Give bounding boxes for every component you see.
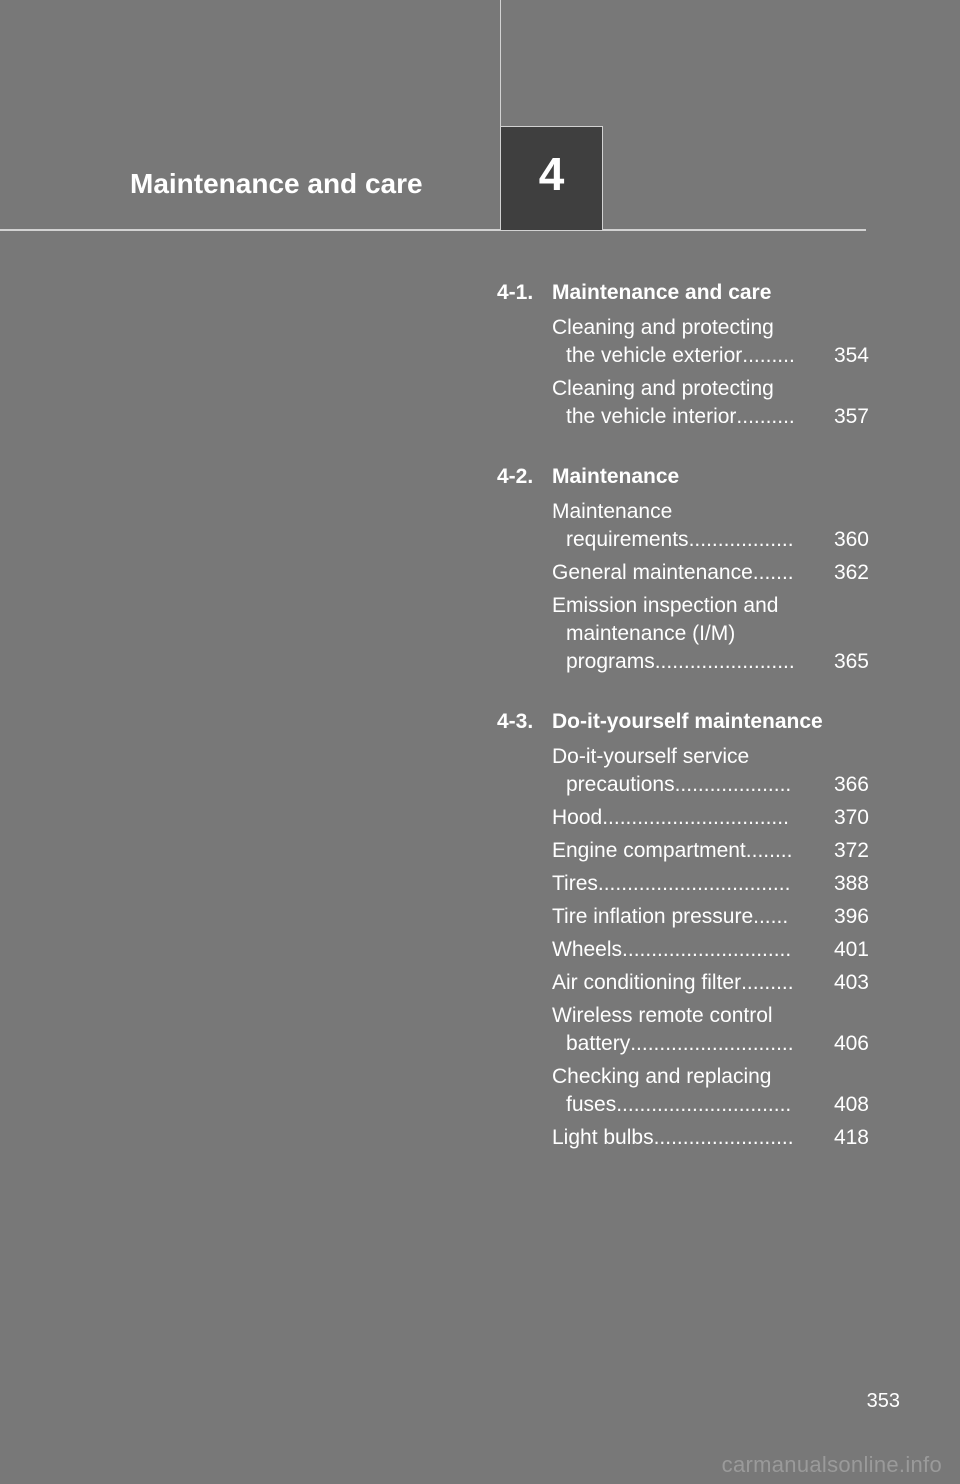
entry-page-number: 370	[833, 806, 869, 829]
toc-entry[interactable]	[552, 1002, 869, 1058]
section-title: Do-it-yourself maintenance	[552, 710, 823, 733]
dot-leader: ................................	[602, 806, 789, 829]
section-heading[interactable]	[497, 280, 869, 306]
dot-leader: .................................	[597, 872, 791, 895]
entry-text: General maintenance	[552, 561, 753, 584]
entry-text: Cleaning and protecting	[552, 377, 774, 400]
entry-text: Emission inspection and	[552, 594, 779, 617]
toc-entry[interactable]	[552, 592, 869, 676]
section-number: 4-2.	[497, 465, 534, 488]
entry-text: Hood	[552, 806, 603, 829]
entry-text: precautions	[566, 773, 675, 796]
entry-text: Light bulbs	[552, 1126, 654, 1149]
toc-section	[497, 280, 869, 431]
entry-text: requirements	[566, 528, 689, 551]
dot-leader: .........	[742, 344, 795, 367]
dot-leader: .......	[752, 561, 794, 584]
entry-text: the vehicle exterior	[566, 344, 743, 367]
entry-page-number: 372	[833, 839, 869, 862]
section-heading[interactable]	[497, 464, 869, 490]
header-horizontal-rule	[0, 229, 866, 231]
entry-page-number: 406	[833, 1032, 869, 1055]
toc-entry[interactable]	[552, 743, 869, 799]
section-heading[interactable]	[497, 709, 869, 735]
dot-leader: .............................	[622, 938, 792, 961]
toc-entry[interactable]	[552, 936, 869, 964]
section-number: 4-3.	[497, 710, 534, 733]
entry-page-number: 357	[833, 405, 869, 428]
toc-entry[interactable]	[552, 314, 869, 370]
section-number: 4-1.	[497, 281, 534, 304]
entry-text: Cleaning and protecting	[552, 316, 774, 339]
entry-text: the vehicle interior	[566, 405, 737, 428]
entry-page-number: 360	[833, 528, 869, 551]
page-number: 353	[866, 1390, 900, 1412]
chapter-title: Maintenance and care	[130, 168, 423, 199]
entry-page-number: 388	[833, 872, 869, 895]
chapter-number-tab	[500, 126, 603, 230]
dot-leader: ....................	[674, 773, 792, 796]
entry-text: battery	[566, 1032, 631, 1055]
dot-leader: ......	[753, 905, 789, 928]
watermark: carmanualsonline.info	[721, 1452, 942, 1477]
toc-entry[interactable]	[552, 870, 869, 898]
entry-text: Tires	[552, 872, 598, 895]
toc-section	[497, 464, 869, 676]
dot-leader: ........................	[653, 1126, 794, 1149]
entry-text: Engine compartment	[552, 839, 746, 862]
toc-entry[interactable]	[552, 837, 869, 865]
dot-leader: ..............................	[616, 1093, 792, 1116]
toc-entry[interactable]	[552, 498, 869, 554]
entry-text: fuses	[566, 1093, 617, 1116]
entry-page-number: 365	[833, 650, 869, 673]
dot-leader: ..........	[736, 405, 795, 428]
dot-leader: .........	[741, 971, 794, 994]
entry-page-number: 418	[833, 1126, 869, 1149]
section-title: Maintenance	[552, 465, 680, 488]
chapter-number: 4	[538, 148, 565, 200]
entry-text: Do-it-yourself service	[552, 745, 750, 768]
entry-text: Wheels	[552, 938, 623, 961]
toc-entry[interactable]	[552, 1063, 869, 1119]
toc-entry[interactable]	[552, 903, 869, 931]
toc-entry[interactable]	[552, 375, 869, 431]
toc-entry[interactable]	[552, 804, 869, 832]
entry-page-number: 362	[833, 561, 869, 584]
section-title: Maintenance and care	[552, 281, 772, 304]
toc-entry[interactable]	[552, 1124, 869, 1152]
entry-page-number: 403	[833, 971, 869, 994]
entry-text: Wireless remote control	[552, 1004, 773, 1027]
entry-page-number: 396	[833, 905, 869, 928]
entry-text: Air conditioning filter	[552, 971, 742, 994]
entry-page-number: 408	[833, 1093, 869, 1116]
entry-page-number: 366	[833, 773, 869, 796]
entry-page-number: 354	[833, 344, 869, 367]
entry-text: Checking and replacing	[552, 1065, 772, 1088]
entry-text: Tire inflation pressure	[552, 905, 754, 928]
dot-leader: ............................	[630, 1032, 794, 1055]
dot-leader: ........................	[654, 650, 795, 673]
table-of-contents	[497, 280, 869, 1185]
toc-entry[interactable]	[552, 969, 869, 997]
toc-section	[497, 709, 869, 1152]
entry-text: Maintenance	[552, 500, 673, 523]
entry-text: programs	[566, 650, 655, 673]
entry-page-number: 401	[833, 938, 869, 961]
dot-leader: ........	[745, 839, 793, 862]
toc-entry[interactable]	[552, 559, 869, 587]
entry-text: maintenance (I/M)	[566, 622, 736, 645]
dot-leader: ..................	[688, 528, 794, 551]
